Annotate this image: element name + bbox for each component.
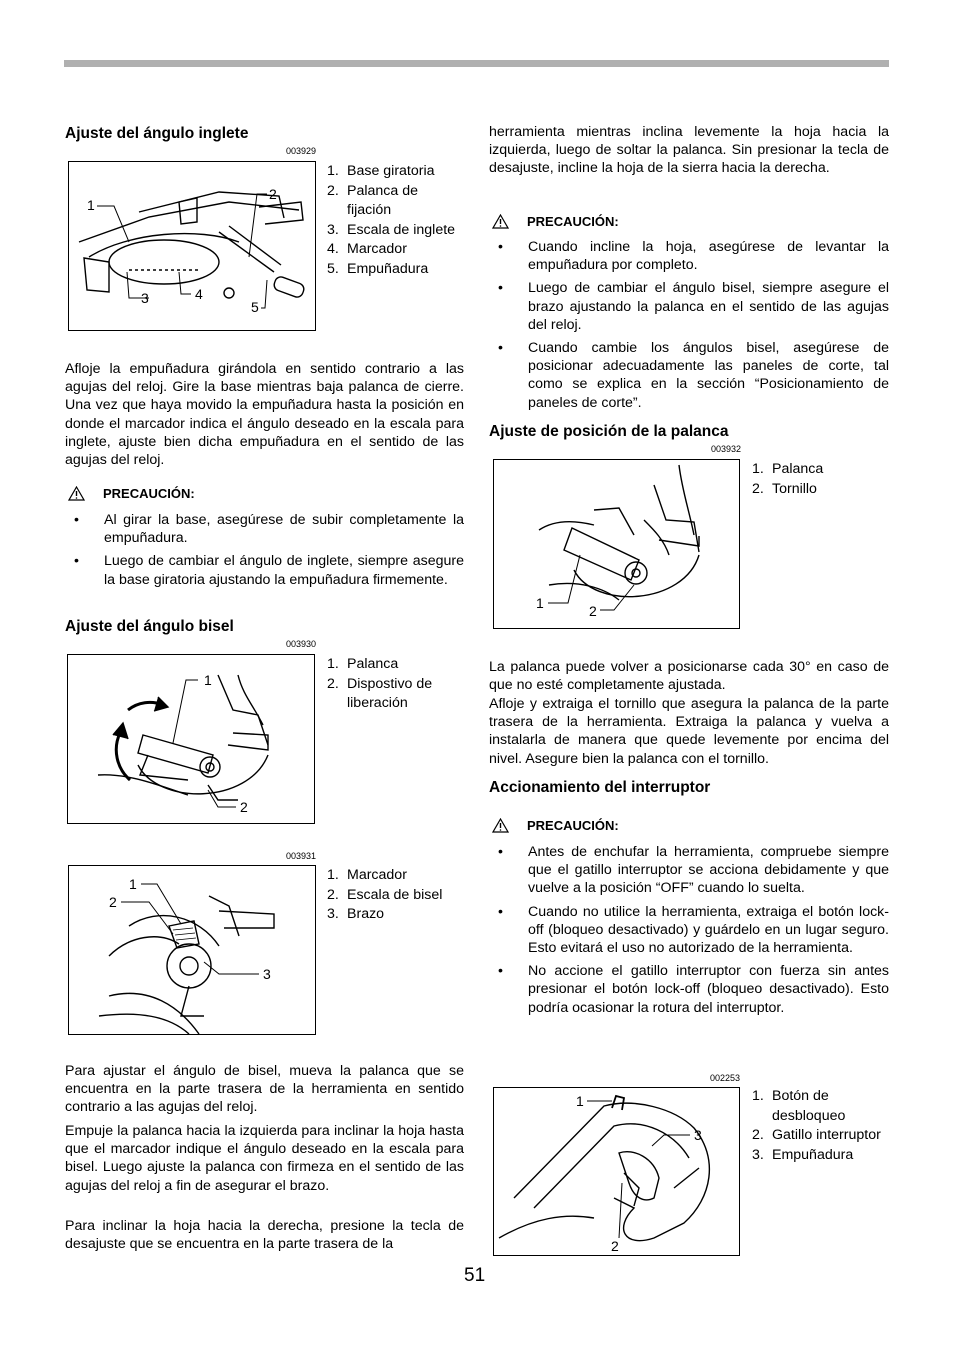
legend-item: 2. Dispostivo de liberación	[327, 675, 433, 711]
list-item: • Antes de enchufar la herramienta, compruebe siempre que el gatillo interruptor se acciona debidamente y que vuelve a la posición “OFF” cuando lo suelta.	[489, 843, 889, 898]
figure3-legend	[327, 866, 462, 925]
bevel-lever-illustration	[68, 655, 314, 823]
callout-2: 2	[269, 186, 277, 202]
legend-item: 3. Brazo	[327, 906, 385, 922]
callout-2: 2	[611, 1238, 619, 1254]
legend-item: 1. Marcador	[327, 867, 407, 883]
list-item: • Luego de cambiar el ángulo de inglete, siempre asegure la base giratoria ajustando la empuñadura firmemente.	[65, 552, 464, 588]
lever-paragraph-1: La palanca puede volver a posicionarse cada 30° en caso de que no esté completamente ajustada.	[489, 659, 889, 694]
legend-item: 1. Botón de desbloqueo	[752, 1088, 846, 1124]
list-item: • Al girar la base, asegúrese de subir completamente la empuñadura.	[65, 511, 464, 547]
caution2-list	[489, 238, 889, 412]
callout-3: 3	[694, 1127, 702, 1143]
figure-code: 003931	[285, 851, 316, 861]
bevel-paragraph-2: Empuje la palanca hacia la izquierda para inclinar la hoja hasta que el marcador indique el ángulo deseado en la escala para bisel. Luego ajuste la palanca con firmeza en el sentido de las agujas del reloj a fin de asegurar el brazo.	[65, 1123, 464, 1194]
figure-code: 003930	[285, 639, 316, 649]
figure-bevel-lever	[67, 654, 315, 824]
warning-triangle-icon	[492, 214, 509, 229]
lever-paragraph-2: Afloje y extraiga el tornillo que asegura la palanca de la parte trasera de la herramienta. Extraiga la palanca y vuelva a instalarla de manera que quede levemente por encima del nivel. Asegure bien la palanca con el tornillo.	[489, 696, 889, 767]
list-item: • Luego de cambiar el ángulo bisel, siempre asegure el brazo ajustando la palanca en el sentido de las agujas del reloj.	[489, 279, 889, 334]
legend-item: 2. Escala de bisel	[327, 886, 443, 903]
legend-item: 2. Tornillo	[752, 480, 817, 497]
figure-code: 003932	[710, 444, 741, 454]
legend-item: 4. Marcador	[327, 241, 407, 257]
section-title-miter: Ajuste del ángulo inglete	[65, 125, 249, 142]
callout-1: 1	[87, 197, 95, 213]
legend-item: 1. Base giratoria	[327, 163, 435, 179]
callout-1: 1	[204, 672, 212, 688]
page-number: 51	[464, 1265, 486, 1286]
list-item: • Cuando no utilice la herramienta, extraiga el botón lock-off (bloqueo desactivado) y guárdelo en un lugar seguro. Esto evitará el uso no autorizado de la herramienta.	[489, 903, 889, 958]
list-item: • Cuando cambie los ángulos bisel, asegúrese de posicionar adecuadamente las paneles de corte, tal como se explica en la sección “Posicionamiento de paneles de corte”.	[489, 339, 889, 412]
callout-1: 1	[536, 595, 544, 611]
list-item: • Cuando incline la hoja, asegúrese de levantar la empuñadura por completo.	[489, 238, 889, 274]
switch-handle-illustration	[494, 1088, 739, 1255]
legend-item: 1. Palanca	[752, 461, 824, 477]
miter-paragraph: Afloje la empuñadura girándola en sentido contrario a las agujas del reloj. Gire la base mientras baja palanca de cierre. Una vez que haya movido la empuñadura hasta la posición en donde el marcador indica el ángulo deseado en la escala para inglete, ajuste bien dicha empuñadura en el sentido de las agujas del reloj.	[65, 361, 464, 469]
lever-position-illustration	[494, 460, 739, 628]
section-title-bevel: Ajuste del ángulo bisel	[65, 618, 234, 635]
caution-heading: PRECAUCIÓN:	[68, 486, 195, 501]
warning-triangle-icon	[68, 486, 85, 501]
callout-2: 2	[240, 799, 248, 815]
warning-triangle-icon	[492, 818, 509, 833]
bevel-paragraph-3: Para inclinar la hoja hacia la derecha, presione la tecla de desajuste que se encuentra en la parte trasera de la	[65, 1218, 464, 1253]
figure-miter-adjust	[68, 161, 316, 331]
callout-5: 5	[251, 299, 259, 315]
callout-4: 4	[195, 286, 203, 302]
figure-code: 003929	[285, 146, 316, 156]
caution-heading: PRECAUCIÓN:	[492, 818, 619, 833]
figure5-legend	[752, 1087, 882, 1165]
figure-code: 002253	[709, 1073, 740, 1083]
section-title-lever-position: Ajuste de posición de la palanca	[489, 423, 729, 440]
caution3-list	[489, 843, 889, 1017]
figure2-legend	[327, 655, 467, 714]
callout-3: 3	[141, 290, 149, 306]
miter-saw-illustration	[69, 162, 315, 330]
legend-item: 2. Gatillo interruptor	[752, 1127, 881, 1143]
bevel-scale-illustration	[69, 866, 315, 1034]
legend-item: 1. Palanca	[327, 656, 399, 672]
figure-lever-position	[493, 459, 740, 629]
caution1-list	[65, 511, 464, 589]
callout-1: 1	[129, 876, 137, 892]
bevel-paragraph-1: Para ajustar el ángulo de bisel, mueva la palanca que se encuentra en la parte trasera de la herramienta en sentido contrario a las agujas del reloj.	[65, 1063, 464, 1116]
figure-bevel-scale	[68, 865, 316, 1035]
callout-3: 3	[263, 966, 271, 982]
legend-item: 2. Palanca de fijación	[327, 182, 418, 218]
callout-1: 1	[576, 1093, 584, 1109]
legend-item: 3. Escala de inglete	[327, 221, 456, 238]
figure1-legend	[327, 162, 462, 279]
legend-item: 5. Empuñadura	[327, 260, 429, 277]
figure-switch-handle	[493, 1087, 740, 1256]
section-title-switch: Accionamiento del interruptor	[489, 779, 711, 796]
caution-heading: PRECAUCIÓN:	[492, 214, 619, 229]
figure4-legend	[752, 460, 882, 499]
callout-2: 2	[589, 603, 597, 619]
header-rule	[64, 60, 889, 67]
legend-item: 3. Empuñadura	[752, 1146, 854, 1163]
continued-paragraph: herramienta mientras inclina levemente la hoja hacia la izquierda, luego de soltar la palanca. Sin presionar la tecla de desajuste, incline la hoja de la sierra hacia la derecha.	[489, 124, 889, 177]
callout-2: 2	[109, 894, 117, 910]
list-item: • No accione el gatillo interruptor con fuerza sin antes presionar el botón lock-off (bloqueo desactivado). Esto podría ocasionar la rotura del interruptor.	[489, 962, 889, 1017]
